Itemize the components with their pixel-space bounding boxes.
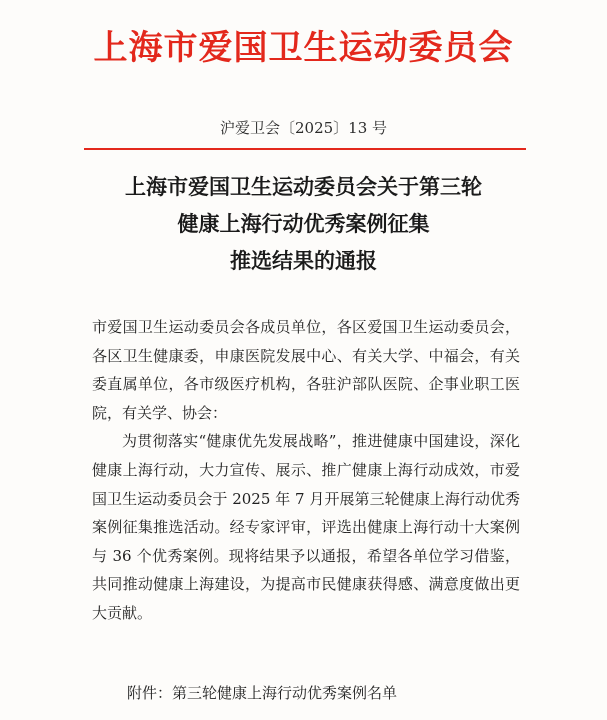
title-line-2: 健康上海行动优秀案例征集 xyxy=(177,211,430,236)
attachment-note: 附件：第三轮健康上海行动优秀案例名单 xyxy=(127,684,398,702)
document-number: 沪爱卫会〔2025〕13 号 xyxy=(219,119,388,137)
addressees-paragraph: 市爱国卫生运动委员会各成员单位，各区爱国卫生运动委员会，各区卫生健康委，申康医院发展中心、有关大学、中福会，有关委直属单位，各市级医疗机构，各驻沪部队医院、企事业职工医院，有关学、协会： xyxy=(92,318,520,422)
document-title xyxy=(0,168,607,279)
document-body xyxy=(92,313,520,628)
organization-header: 上海市爱国卫生运动委员会 xyxy=(93,28,514,68)
title-line-1: 上海市爱国卫生运动委员会关于第三轮 xyxy=(125,174,482,199)
red-divider-line xyxy=(84,148,526,150)
body-paragraph: 为贯彻落实“健康优先发展战略”，推进健康中国建设，深化健康上海行动，大力宣传、展示、推广健康上海行动成效，市爱国卫生运动委员会于 2025 年 7 月开展第三轮健康上海行动优秀案例征集推选活动。经专家评审，评选出健康上海行动十大案例与 36 个优秀案例。现将结果予以通报，希望各单位学习借鉴，共同推动健康上海建设，为提高市民健康获得感、满意度做出更大贡献。 xyxy=(92,432,520,622)
title-line-3: 推选结果的通报 xyxy=(230,248,377,273)
